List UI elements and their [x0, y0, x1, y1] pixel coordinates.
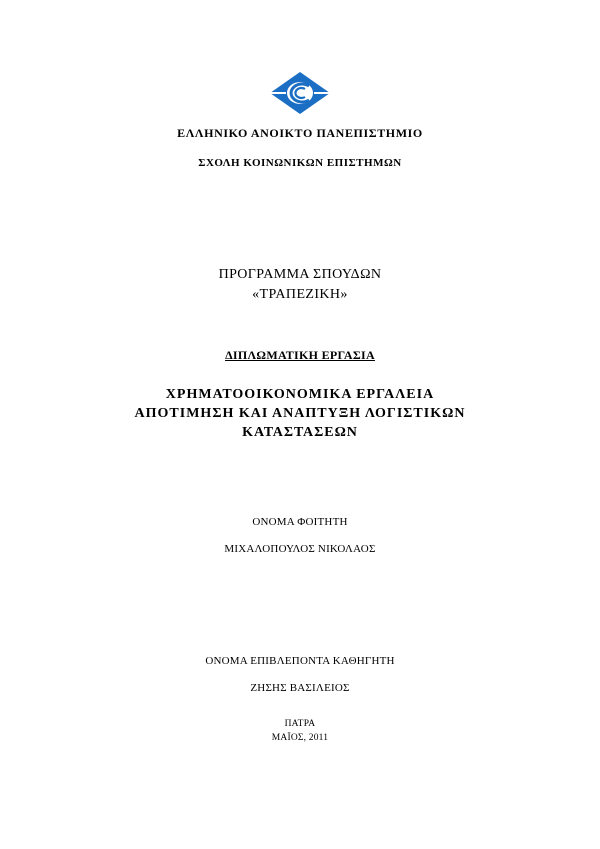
- thesis-title-line: ΚΑΤΑΣΤΑΣΕΩΝ: [242, 425, 358, 440]
- program-name: «ΤΡΑΠΕΖΙΚΗ»: [252, 287, 348, 302]
- supervisor-name: ΖΗΣΗΣ ΒΑΣΙΛΕΙΟΣ: [250, 682, 350, 694]
- date: ΜΑΪΟΣ, 2011: [271, 733, 329, 743]
- city: ΠΑΤΡΑ: [284, 719, 316, 729]
- thesis-title-line: ΑΠΟΤΙΜΗΣΗ ΚΑΙ ΑΝΑΠΤΥΞΗ ΛΟΓΙΣΤΙΚΩΝ: [134, 406, 466, 421]
- thesis-title-line: ΧΡΗΜΑΤΟΟΙΚΟΝΟΜΙΚΑ ΕΡΓΑΛΕΙΑ: [165, 387, 435, 402]
- student-label: ΟΝΟΜΑ ΦΟΙΤΗΤΗ: [252, 516, 348, 528]
- supervisor-label: ΟΝΟΜΑ ΕΠΙΒΛΕΠΟΝΤΑ ΚΑΘΗΓΗΤΗ: [205, 655, 395, 667]
- university-name: ΕΛΛΗΝΙΚΟ ΑΝΟΙΚΤΟ ΠΑΝΕΠΙΣΤΗΜΙΟ: [177, 126, 423, 140]
- student-name: ΜΙΧΑΛΟΠΟΥΛΟΣ ΝΙΚΟΛΑΟΣ: [224, 543, 376, 555]
- university-logo-icon: [269, 71, 331, 115]
- program-label: ΠΡΟΓΡΑΜΜΑ ΣΠΟΥΔΩΝ: [218, 267, 382, 282]
- thesis-label: ΔΙΠΛΩΜΑΤΙΚΗ ΕΡΓΑΣΙΑ: [225, 348, 375, 362]
- school-name: ΣΧΟΛΗ ΚΟΙΝΩΝΙΚΩΝ ΕΠΙΣΤΗΜΩΝ: [198, 157, 402, 169]
